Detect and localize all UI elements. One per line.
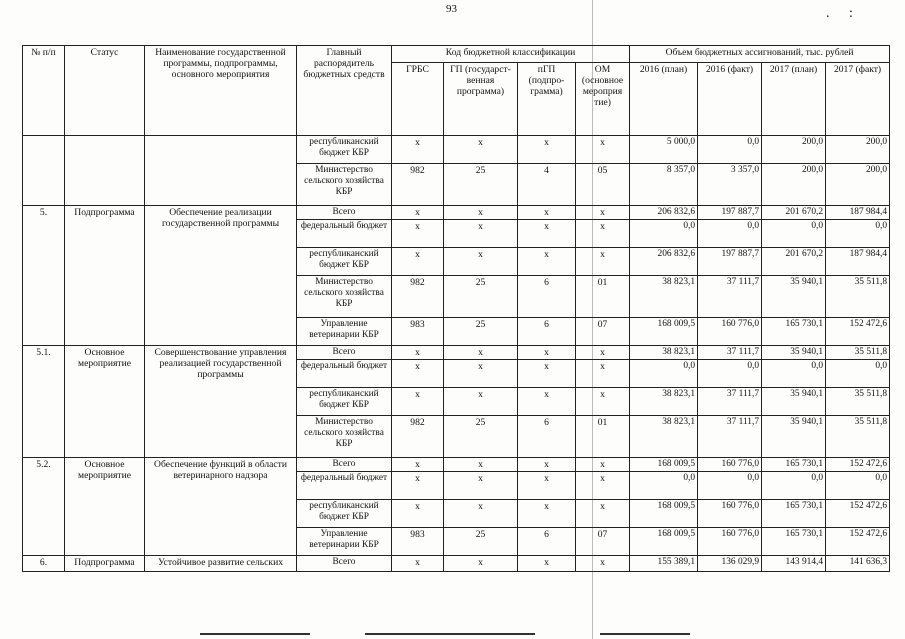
- row-grbs-code: х: [392, 248, 444, 276]
- row-2016-fact: 0,0: [698, 360, 762, 388]
- row-pgp-code: 6: [518, 416, 576, 458]
- row-funding-source: Министерство сельского хозяйства КБР: [297, 416, 392, 458]
- row-gp-code: 25: [444, 416, 518, 458]
- row-2017-plan: 35 940,1: [762, 276, 826, 318]
- row-pgp-code: х: [518, 220, 576, 248]
- row-gp-code: 25: [444, 528, 518, 556]
- row-2016-plan: 168 009,5: [630, 500, 698, 528]
- row-status: Подпрограмма: [65, 206, 145, 346]
- row-2017-fact: 200,0: [826, 136, 890, 164]
- row-number: 5.1.: [23, 346, 65, 458]
- row-2016-fact: 160 776,0: [698, 458, 762, 472]
- row-grbs-code: х: [392, 458, 444, 472]
- row-om-code: х: [576, 220, 630, 248]
- row-2017-plan: 165 730,1: [762, 528, 826, 556]
- row-number: 6.: [23, 556, 65, 572]
- row-2017-fact: 0,0: [826, 472, 890, 500]
- row-grbs-code: х: [392, 500, 444, 528]
- budget-table: [22, 45, 890, 572]
- row-pgp-code: х: [518, 206, 576, 220]
- row-pgp-code: х: [518, 360, 576, 388]
- row-om-code: 01: [576, 416, 630, 458]
- row-gp-code: х: [444, 388, 518, 416]
- row-gp-code: х: [444, 248, 518, 276]
- row-pgp-code: 4: [518, 164, 576, 206]
- row-gp-code: 25: [444, 164, 518, 206]
- row-2016-fact: 160 776,0: [698, 528, 762, 556]
- row-2016-plan: 0,0: [630, 472, 698, 500]
- header-2016-plan: 2016 (план): [630, 63, 698, 136]
- row-program-name: Совершенствование управления реализацией государственной программы: [145, 346, 297, 458]
- row-2017-fact: 200,0: [826, 164, 890, 206]
- row-pgp-code: х: [518, 388, 576, 416]
- row-2016-plan: 168 009,5: [630, 318, 698, 346]
- row-2016-fact: 3 357,0: [698, 164, 762, 206]
- row-funding-source: республиканский бюджет КБР: [297, 500, 392, 528]
- row-status: Основное мероприятие: [65, 346, 145, 458]
- row-funding-source: федеральный бюджет: [297, 360, 392, 388]
- page-number: 93: [446, 3, 457, 15]
- row-funding-source: республиканский бюджет КБР: [297, 136, 392, 164]
- row-2017-plan: 35 940,1: [762, 416, 826, 458]
- row-2017-fact: 0,0: [826, 360, 890, 388]
- row-funding-source: федеральный бюджет: [297, 220, 392, 248]
- row-om-code: х: [576, 136, 630, 164]
- row-program-name: Обеспечение функций в области ветеринарного надзора: [145, 458, 297, 556]
- table-row: [23, 206, 890, 220]
- row-2016-plan: 38 823,1: [630, 416, 698, 458]
- row-number: 5.2.: [23, 458, 65, 556]
- header-status: Статус: [65, 46, 145, 136]
- row-om-code: 07: [576, 528, 630, 556]
- header-2017-plan: 2017 (план): [762, 63, 826, 136]
- row-pgp-code: 6: [518, 276, 576, 318]
- row-grbs-code: х: [392, 206, 444, 220]
- row-gp-code: х: [444, 360, 518, 388]
- row-2017-plan: 201 670,2: [762, 206, 826, 220]
- row-om-code: х: [576, 360, 630, 388]
- row-2017-fact: 141 636,3: [826, 556, 890, 572]
- row-2016-fact: 37 111,7: [698, 276, 762, 318]
- header-num: № п/п: [23, 46, 65, 136]
- row-2016-plan: 38 823,1: [630, 276, 698, 318]
- row-2016-fact: 0,0: [698, 472, 762, 500]
- row-pgp-code: х: [518, 346, 576, 360]
- row-om-code: 01: [576, 276, 630, 318]
- row-funding-source: Всего: [297, 206, 392, 220]
- table-row: [23, 136, 890, 164]
- table-body: [23, 136, 890, 572]
- row-2016-plan: 168 009,5: [630, 528, 698, 556]
- row-2017-fact: 35 511,8: [826, 276, 890, 318]
- row-grbs-code: 983: [392, 528, 444, 556]
- row-grbs-code: 983: [392, 318, 444, 346]
- row-2016-plan: 8 357,0: [630, 164, 698, 206]
- row-funding-source: Управление ветеринарии КБР: [297, 318, 392, 346]
- row-funding-source: Всего: [297, 556, 392, 572]
- row-om-code: х: [576, 472, 630, 500]
- header-classification: Код бюджетной классификации: [392, 46, 630, 63]
- row-2016-fact: 160 776,0: [698, 318, 762, 346]
- corner-marks: . :: [826, 6, 861, 21]
- row-gp-code: х: [444, 206, 518, 220]
- row-funding-source: Всего: [297, 458, 392, 472]
- row-funding-source: республиканский бюджет КБР: [297, 248, 392, 276]
- row-om-code: 07: [576, 318, 630, 346]
- row-funding-source: республиканский бюджет КБР: [297, 388, 392, 416]
- row-grbs-code: х: [392, 346, 444, 360]
- row-2017-plan: 143 914,4: [762, 556, 826, 572]
- row-2016-plan: 0,0: [630, 220, 698, 248]
- row-2016-fact: 0,0: [698, 136, 762, 164]
- row-2017-plan: 0,0: [762, 472, 826, 500]
- row-status: Подпрограмма: [65, 556, 145, 572]
- row-2017-fact: 35 511,8: [826, 346, 890, 360]
- header-om: ОМ (основное мероприя тие): [576, 63, 630, 136]
- row-2016-fact: 0,0: [698, 220, 762, 248]
- row-om-code: х: [576, 346, 630, 360]
- row-2017-fact: 187 984,4: [826, 206, 890, 220]
- row-om-code: х: [576, 248, 630, 276]
- row-pgp-code: х: [518, 472, 576, 500]
- row-2016-plan: 155 389,1: [630, 556, 698, 572]
- row-2016-fact: 197 887,7: [698, 248, 762, 276]
- row-grbs-code: х: [392, 136, 444, 164]
- row-gp-code: х: [444, 458, 518, 472]
- row-gp-code: х: [444, 346, 518, 360]
- row-2017-fact: 35 511,8: [826, 416, 890, 458]
- row-2016-fact: 37 111,7: [698, 416, 762, 458]
- row-grbs-code: 982: [392, 164, 444, 206]
- row-pgp-code: х: [518, 458, 576, 472]
- row-2016-plan: 5 000,0: [630, 136, 698, 164]
- row-2016-fact: 136 029,9: [698, 556, 762, 572]
- row-2016-plan: 38 823,1: [630, 388, 698, 416]
- row-2016-plan: 206 832,6: [630, 248, 698, 276]
- scan-edge-mark: [600, 633, 690, 635]
- row-om-code: х: [576, 458, 630, 472]
- row-2017-plan: 165 730,1: [762, 318, 826, 346]
- header-pgp: пГП (подпро-грамма): [518, 63, 576, 136]
- row-2016-fact: 160 776,0: [698, 500, 762, 528]
- row-pgp-code: х: [518, 556, 576, 572]
- row-pgp-code: х: [518, 136, 576, 164]
- row-pgp-code: х: [518, 500, 576, 528]
- row-grbs-code: х: [392, 220, 444, 248]
- row-2017-fact: 187 984,4: [826, 248, 890, 276]
- row-om-code: 05: [576, 164, 630, 206]
- header-2016-fact: 2016 (факт): [698, 63, 762, 136]
- row-status: Основное мероприятие: [65, 458, 145, 556]
- row-program-name: Устойчивое развитие сельских: [145, 556, 297, 572]
- row-grbs-code: х: [392, 556, 444, 572]
- header-volume: Объем бюджетных ассигнований, тыс. рублей: [630, 46, 890, 63]
- row-2017-fact: 152 472,6: [826, 318, 890, 346]
- row-gp-code: х: [444, 500, 518, 528]
- row-2017-plan: 0,0: [762, 220, 826, 248]
- row-2017-plan: 201 670,2: [762, 248, 826, 276]
- row-grbs-code: 982: [392, 416, 444, 458]
- row-om-code: х: [576, 206, 630, 220]
- row-2017-fact: 152 472,6: [826, 500, 890, 528]
- row-status: [65, 136, 145, 206]
- row-2016-plan: 0,0: [630, 360, 698, 388]
- row-2016-plan: 38 823,1: [630, 346, 698, 360]
- row-2016-fact: 37 111,7: [698, 346, 762, 360]
- row-funding-source: Министерство сельского хозяйства КБР: [297, 276, 392, 318]
- row-2016-fact: 197 887,7: [698, 206, 762, 220]
- row-2017-plan: 200,0: [762, 164, 826, 206]
- row-grbs-code: х: [392, 360, 444, 388]
- row-gp-code: х: [444, 556, 518, 572]
- header-gp: ГП (государст-венная программа): [444, 63, 518, 136]
- row-2017-plan: 200,0: [762, 136, 826, 164]
- header-name: Наименование государственной программы, подпрограммы, основного мероприятия: [145, 46, 297, 136]
- row-pgp-code: х: [518, 248, 576, 276]
- row-number: [23, 136, 65, 206]
- row-grbs-code: х: [392, 388, 444, 416]
- row-2017-fact: 152 472,6: [826, 458, 890, 472]
- row-pgp-code: 6: [518, 318, 576, 346]
- row-grbs-code: х: [392, 472, 444, 500]
- row-pgp-code: 6: [518, 528, 576, 556]
- row-funding-source: Министерство сельского хозяйства КБР: [297, 164, 392, 206]
- row-gp-code: 25: [444, 318, 518, 346]
- row-2017-plan: 165 730,1: [762, 458, 826, 472]
- row-2016-fact: 37 111,7: [698, 388, 762, 416]
- row-2017-fact: 152 472,6: [826, 528, 890, 556]
- row-number: 5.: [23, 206, 65, 346]
- table-row: [23, 556, 890, 572]
- row-2017-plan: 35 940,1: [762, 388, 826, 416]
- row-funding-source: Управление ветеринарии КБР: [297, 528, 392, 556]
- header-2017-fact: 2017 (факт): [826, 63, 890, 136]
- scan-edge-mark: [365, 633, 535, 635]
- row-2016-plan: 168 009,5: [630, 458, 698, 472]
- row-2017-plan: 165 730,1: [762, 500, 826, 528]
- row-2017-plan: 0,0: [762, 360, 826, 388]
- row-2017-fact: 0,0: [826, 220, 890, 248]
- row-funding-source: Всего: [297, 346, 392, 360]
- row-om-code: х: [576, 500, 630, 528]
- row-om-code: х: [576, 556, 630, 572]
- row-gp-code: 25: [444, 276, 518, 318]
- row-gp-code: х: [444, 472, 518, 500]
- header-manager: Главный распорядитель бюджетных средств: [297, 46, 392, 136]
- row-2017-plan: 35 940,1: [762, 346, 826, 360]
- row-gp-code: х: [444, 136, 518, 164]
- row-grbs-code: 982: [392, 276, 444, 318]
- row-2017-fact: 35 511,8: [826, 388, 890, 416]
- row-funding-source: федеральный бюджет: [297, 472, 392, 500]
- row-om-code: х: [576, 388, 630, 416]
- row-2016-plan: 206 832,6: [630, 206, 698, 220]
- table-row: [23, 346, 890, 360]
- scan-edge-mark: [200, 633, 310, 635]
- header-grbs: ГРБС: [392, 63, 444, 136]
- row-program-name: [145, 136, 297, 206]
- table-row: [23, 458, 890, 472]
- row-program-name: Обеспечение реализации государственной программы: [145, 206, 297, 346]
- row-gp-code: х: [444, 220, 518, 248]
